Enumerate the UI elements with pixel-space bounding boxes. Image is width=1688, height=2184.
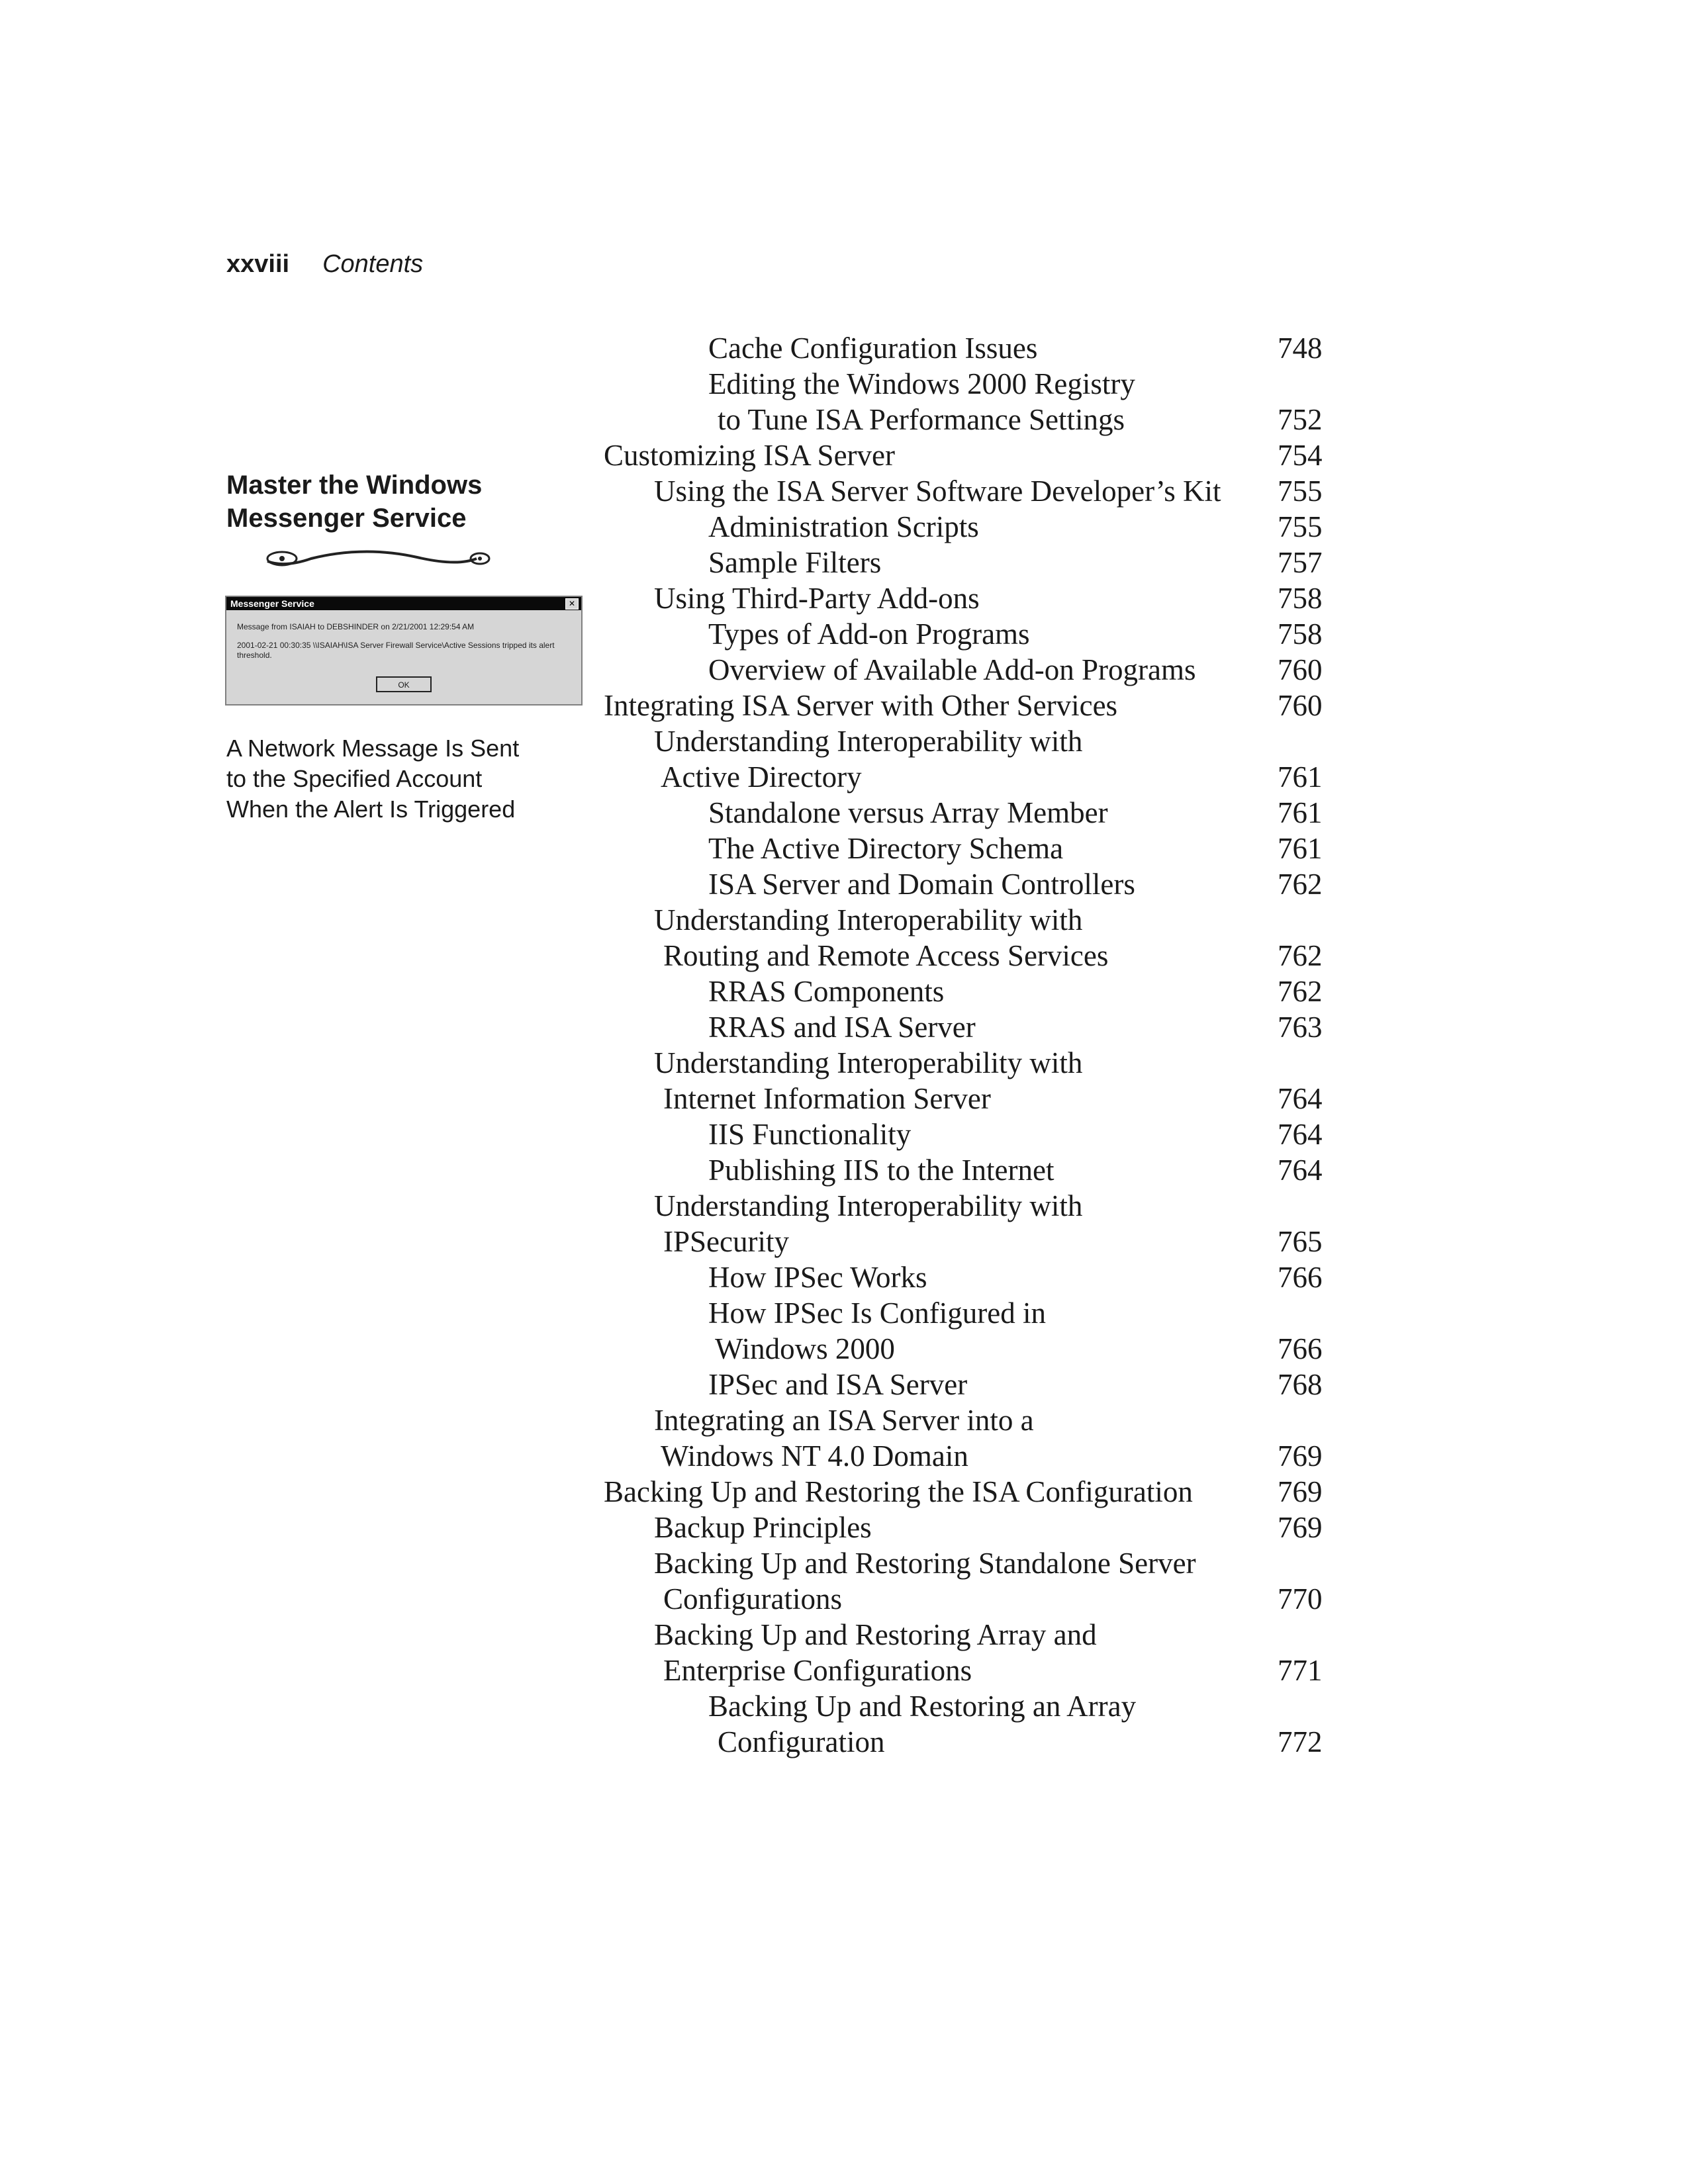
toc-entry: Configuration [718, 1725, 885, 1758]
toc-entry: Standalone versus Array Member [708, 796, 1108, 829]
toc-entry: Integrating an ISA Server into a [654, 1404, 1034, 1437]
toc-entry: to Tune ISA Performance Settings [718, 403, 1125, 436]
toc-entry: How IPSec Is Configured in [708, 1297, 1046, 1330]
toc-entry: Backup Principles [654, 1511, 872, 1544]
toc-page: 760 [1278, 653, 1323, 686]
toc-entry: RRAS Components [708, 975, 945, 1008]
toc-entry: How IPSec Works [708, 1261, 927, 1294]
toc-entry: Routing and Remote Access Services [663, 939, 1109, 972]
toc-page: 766 [1278, 1332, 1323, 1365]
toc-entry: Internet Information Server [663, 1082, 991, 1115]
caption-line: to the Specified Account [226, 765, 483, 792]
toc-page: 769 [1278, 1439, 1323, 1473]
toc-entry: Using Third-Party Add-ons [654, 582, 980, 615]
dialog-message-header: Message from ISAIAH to DEBSHINDER on 2/21/2001 12:29:54 AM [237, 622, 475, 631]
sidebar-title-line: Messenger Service [226, 504, 467, 533]
toc-page: 754 [1278, 439, 1323, 472]
toc-page: 762 [1278, 939, 1323, 972]
dialog-title: Messenger Service [230, 598, 314, 609]
close-icon: ✕ [565, 598, 579, 610]
toc-entry: Backing Up and Restoring Array and [654, 1618, 1097, 1651]
toc-page: 772 [1278, 1725, 1323, 1758]
toc-entry: Backing Up and Restoring Standalone Server [654, 1547, 1196, 1580]
toc-entry: Types of Add-on Programs [708, 617, 1030, 651]
toc-entry: Active Directory [661, 760, 862, 794]
toc-page: 764 [1278, 1118, 1323, 1151]
toc-page: 768 [1278, 1368, 1323, 1401]
toc-page: 766 [1278, 1261, 1323, 1294]
toc-entry: Understanding Interoperability with [654, 1046, 1083, 1079]
toc-page: 764 [1278, 1154, 1323, 1187]
toc-page: 748 [1278, 332, 1323, 365]
toc-page: 769 [1278, 1511, 1323, 1544]
toc-entry: ISA Server and Domain Controllers [708, 868, 1135, 901]
sidebar-title-line: Master the Windows [226, 471, 483, 500]
toc-entry: Administration Scripts [708, 510, 979, 543]
toc-entry: Backing Up and Restoring the ISA Configuration [604, 1475, 1193, 1508]
toc-entry: Sample Filters [708, 546, 882, 579]
ok-button: OK [376, 676, 432, 692]
running-title: Contents [322, 250, 424, 278]
toc-entry: Backing Up and Restoring an Array [708, 1690, 1137, 1723]
toc-entry: Publishing IIS to the Internet [708, 1154, 1055, 1187]
caption-line: A Network Message Is Sent [226, 735, 520, 762]
toc-entry: RRAS and ISA Server [708, 1011, 976, 1044]
toc-page: 757 [1278, 546, 1323, 579]
toc-entry: Editing the Windows 2000 Registry [708, 367, 1135, 400]
toc-entry: Overview of Available Add-on Programs [708, 653, 1196, 686]
page-number: xxviii [226, 250, 290, 278]
toc-page: 761 [1278, 832, 1323, 865]
caption-line: When the Alert Is Triggered [226, 796, 516, 823]
toc-entry: Integrating ISA Server with Other Services [604, 689, 1118, 722]
toc-entry: Understanding Interoperability with [654, 903, 1083, 936]
toc-entry: IPSec and ISA Server [708, 1368, 968, 1401]
toc-entry: Configurations [663, 1582, 842, 1615]
toc-page: 769 [1278, 1475, 1323, 1508]
toc-entry: Understanding Interoperability with [654, 1189, 1083, 1222]
toc-entry: Enterprise Configurations [663, 1654, 972, 1687]
toc-page: 763 [1278, 1011, 1323, 1044]
toc-entry: Cache Configuration Issues [708, 332, 1038, 365]
toc-page: 752 [1278, 403, 1323, 436]
dialog-message-body: 2001-02-21 00:30:35 \\ISAIAH\ISA Server Firewall Service\Active Sessions tripped its alert threshold. [237, 641, 555, 660]
toc-page: 771 [1278, 1654, 1323, 1687]
toc-page: 764 [1278, 1082, 1323, 1115]
toc-entry: Windows 2000 [715, 1332, 895, 1365]
toc-page: 761 [1278, 796, 1323, 829]
toc-entry: Windows NT 4.0 Domain [661, 1439, 968, 1473]
toc-page: 758 [1278, 582, 1323, 615]
toc-page: 755 [1278, 475, 1323, 508]
toc-page: 755 [1278, 510, 1323, 543]
toc-entry: Understanding Interoperability with [654, 725, 1083, 758]
toc-page: 760 [1278, 689, 1323, 722]
toc-entry: Using the ISA Server Software Developer’s Kit [654, 475, 1221, 508]
toc-page: 761 [1278, 760, 1323, 794]
toc-entry: IPSecurity [663, 1225, 789, 1258]
toc-page: 758 [1278, 617, 1323, 651]
toc-page: 765 [1278, 1225, 1323, 1258]
toc-entry: IIS Functionality [708, 1118, 912, 1151]
toc-entry: The Active Directory Schema [708, 832, 1064, 865]
toc-page: 770 [1278, 1582, 1323, 1615]
toc-entry: Customizing ISA Server [604, 439, 895, 472]
toc-page: 762 [1278, 975, 1323, 1008]
toc-page: 762 [1278, 868, 1323, 901]
